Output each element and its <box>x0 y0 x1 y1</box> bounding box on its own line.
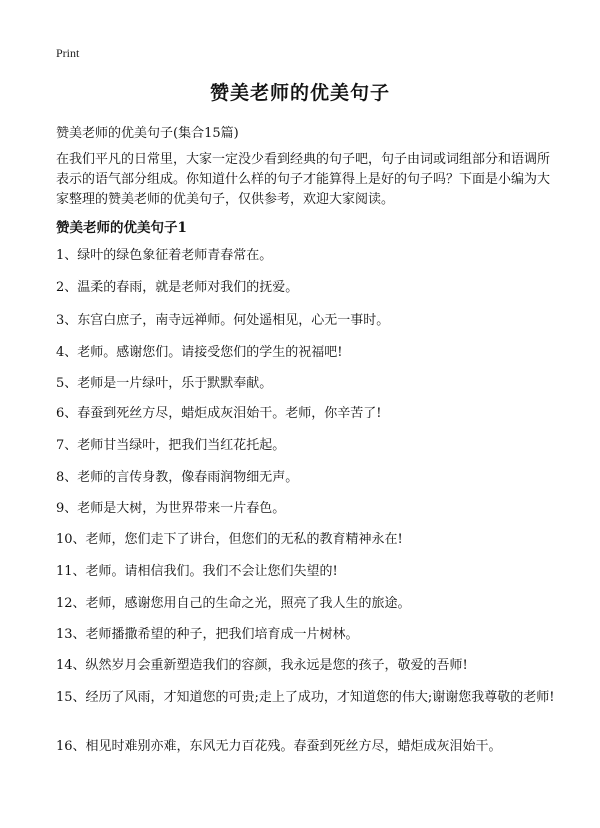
list-item: 2、温柔的春雨，就是老师对我们的抚爱。 <box>56 280 299 295</box>
list-item: 14、纵然岁月会重新塑造我们的容颜，我永远是您的孩子，敬爱的吾师! <box>56 658 468 673</box>
list-item: 15、经历了风雨，才知道您的可贵;走上了成功，才知道您的伟大;谢谢您我尊敬的老师! <box>56 690 555 705</box>
list-item: 16、相见时难别亦难，东风无力百花残。春蚕到死丝方尽，蜡炬成灰泪始干。 <box>56 739 502 754</box>
print-link[interactable]: Print <box>56 46 80 60</box>
list-item: 6、春蚕到死丝方尽，蜡炬成灰泪始干。老师，你辛苦了! <box>56 406 382 421</box>
list-item: 1、绿叶的绿色象征着老师青春常在。 <box>56 248 273 263</box>
list-item: 5、老师是一片绿叶，乐于默默奉献。 <box>56 376 273 391</box>
page-subtitle: 赞美老师的优美句子(集合15篇) <box>56 126 239 141</box>
list-item: 4、老师。感谢您们。请接受您们的学生的祝福吧! <box>56 345 343 360</box>
list-item: 9、老师是大树，为世界带来一片春色。 <box>56 501 286 516</box>
list-item: 3、东宫白庶子，南寺远禅师。何处遥相见，心无一事时。 <box>56 313 390 328</box>
list-item: 8、老师的言传身教，像春雨润物细无声。 <box>56 470 299 485</box>
list-item: 10、老师，您们走下了讲台，但您们的无私的教育精神永在! <box>56 532 403 547</box>
list-item: 13、老师播撒希望的种子，把我们培育成一片树林。 <box>56 627 359 642</box>
intro-paragraph: 在我们平凡的日常里，大家一定没少看到经典的句子吧，句子由词或词组部分和语调所表示的语气部分组成。你知道什么样的句子才能算得上是好的句子吗？下面是小编为大家整理的赞美老师的优美句子，仅供参考，欢迎大家阅读。 <box>56 152 551 207</box>
section-heading: 赞美老师的优美句子1 <box>56 220 187 236</box>
list-item: 12、老师，感谢您用自己的生命之光，照亮了我人生的旅途。 <box>56 596 411 611</box>
page-title: 赞美老师的优美句子 <box>209 82 390 104</box>
list-item: 7、老师甘当绿叶，把我们当红花托起。 <box>56 438 286 453</box>
list-item: 11、老师。请相信我们。我们不会让您们失望的! <box>56 564 338 579</box>
